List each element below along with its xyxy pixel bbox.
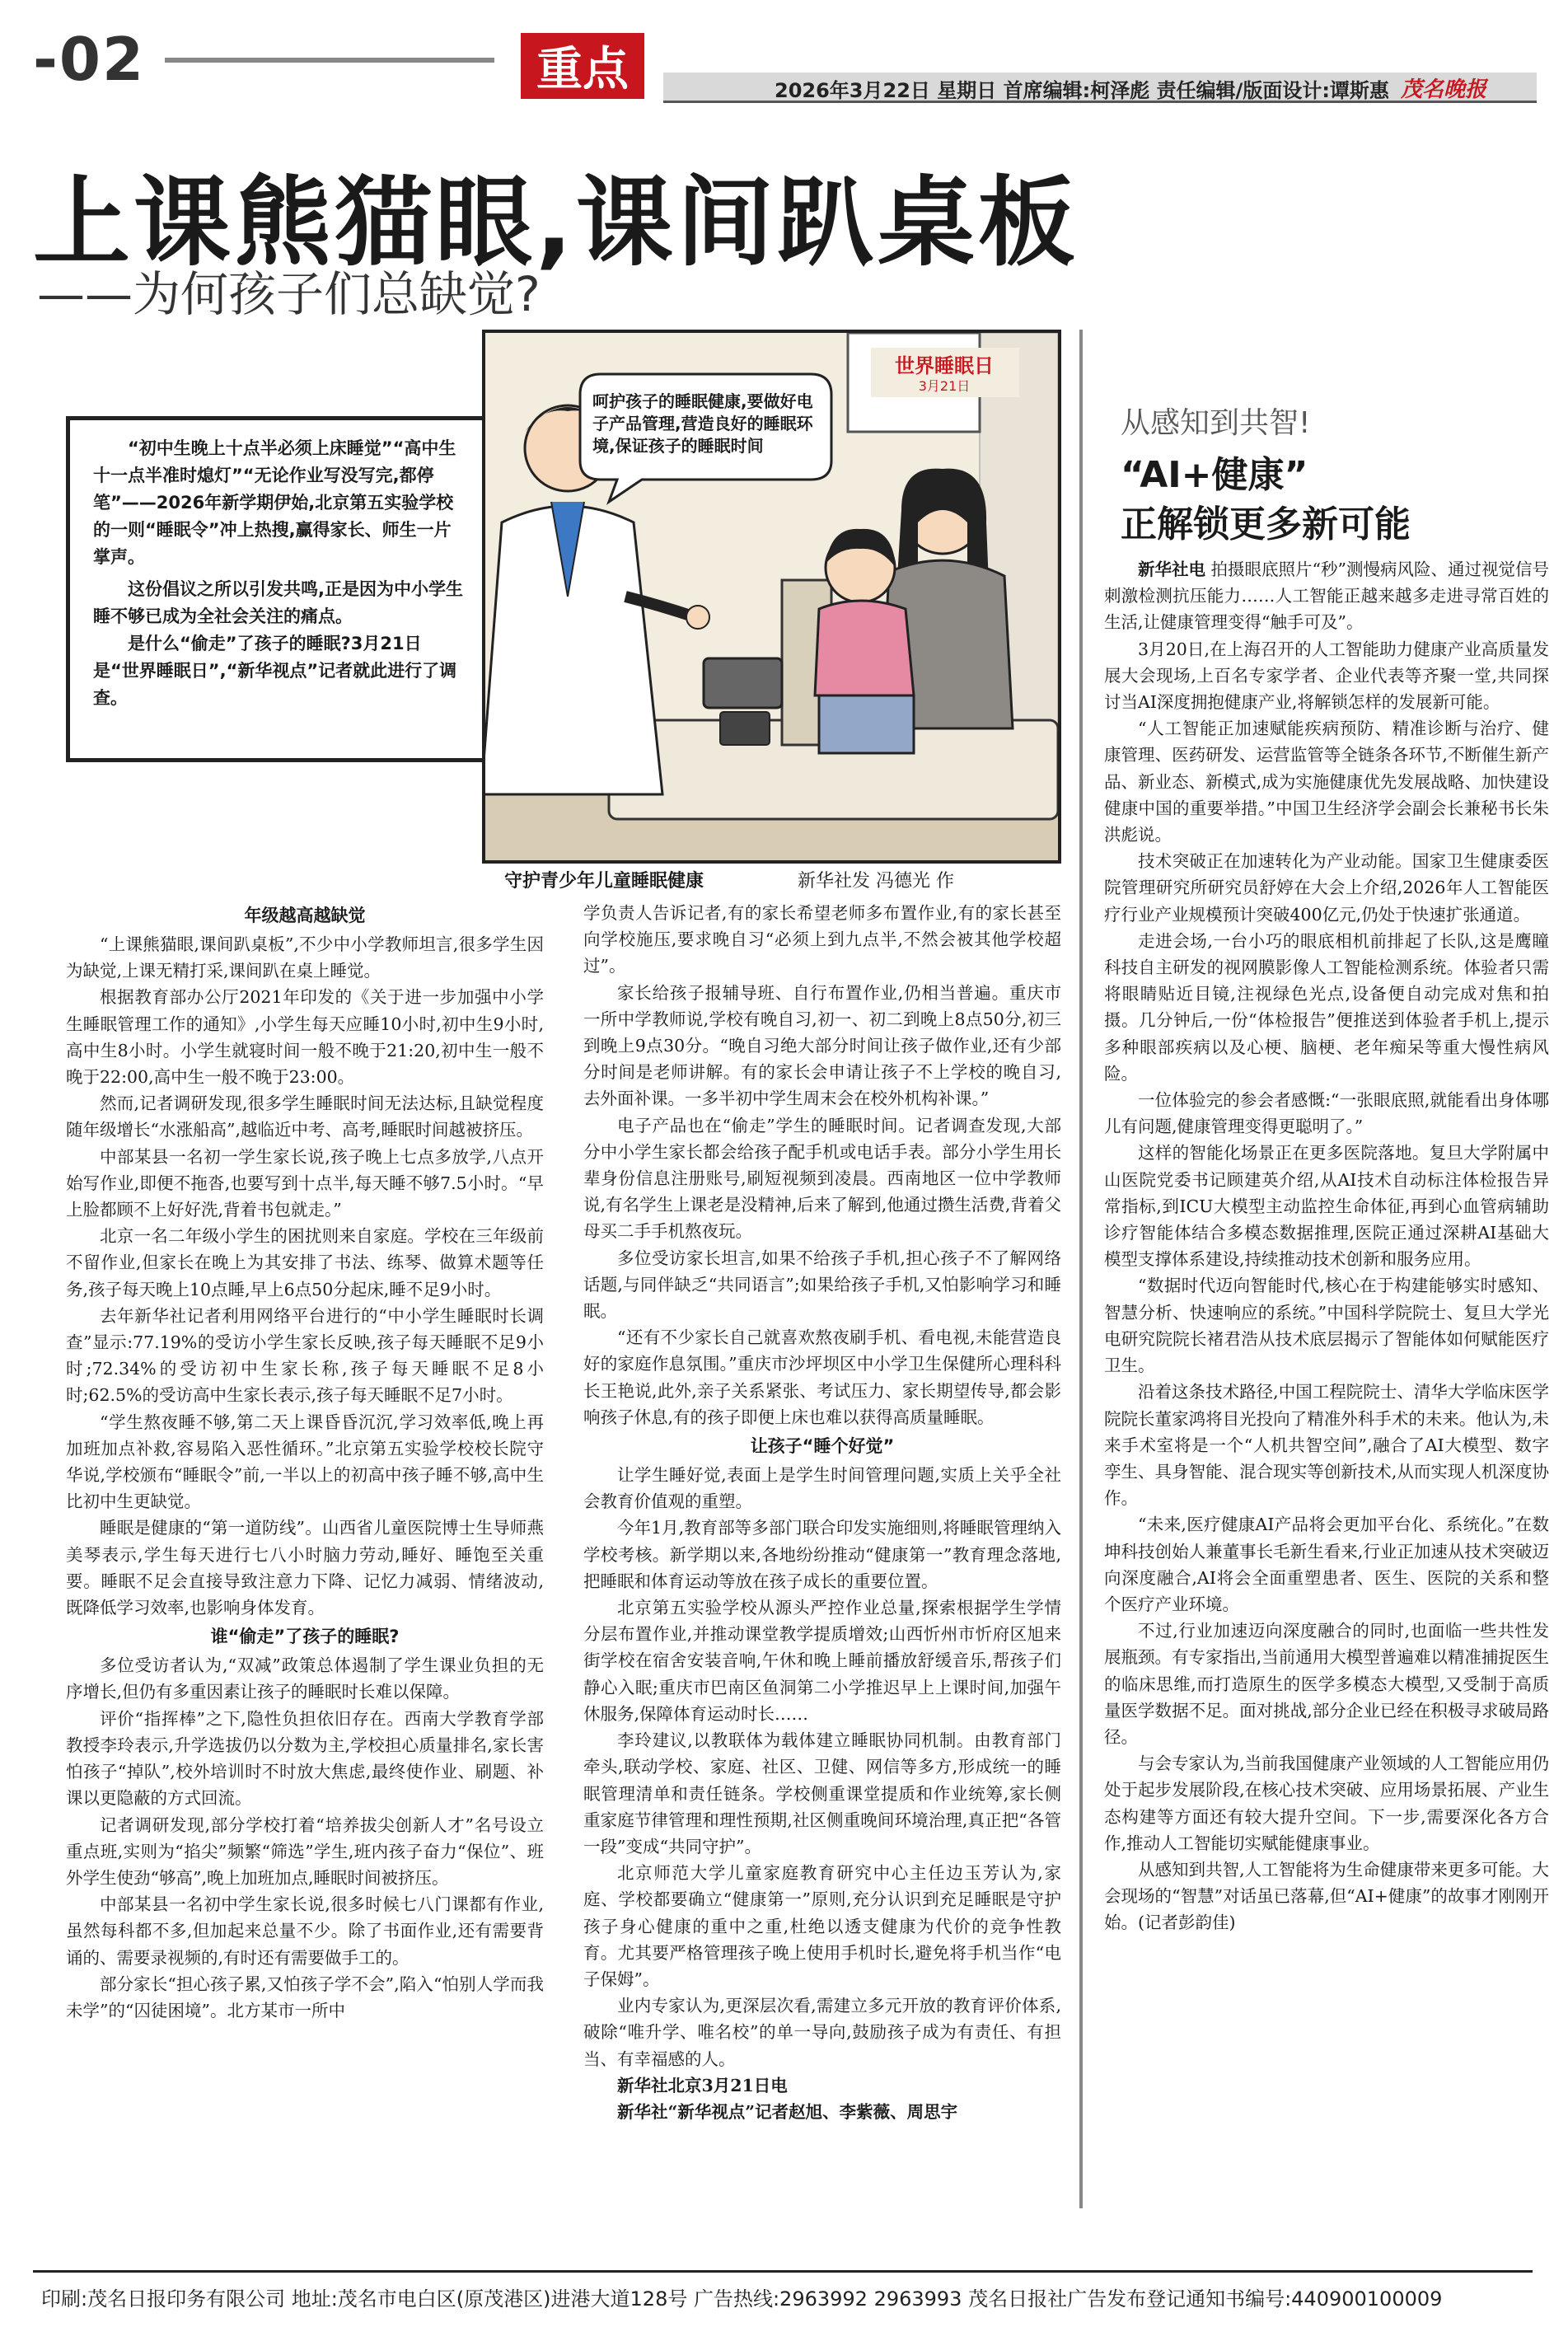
body-paragraph: 电子产品也在“偷走”学生的睡眠时间。记者调查发现,大部分中小学生家长都会给孩子配手机或电话手表。部分小学生用长辈身份信息注册账号,刷短视频到凌晨。西南地区一位中学教师说,有名学生上课老是没精神,后来了解到,他通过攒生活费,背着父母买二手手机熬夜玩。 [583, 1115, 1061, 1242]
lead-paragraph [1104, 556, 1549, 636]
body-paragraph: 根据教育部办公厅2021年印发的《关于进一步加强中小学生睡眠管理工作的通知》,小学生每天应睡10小时,初中生9小时,高中生8小时。小学生就寝时间一般不晚于21:20,初中生一般不晚于22:00,高中生一般不晚于23:00。 [66, 987, 544, 1088]
body-paragraph: 部分家长“担心孩子累,又怕孩子学不会”,陷入“怕别人学而我未学”的“囚徒困境”。北方某市一所中 [66, 1974, 544, 2020]
dateline: 新华社北京3月21日电 [617, 2075, 788, 2095]
body-paragraph: 北京第五实验学校从源头严控作业总量,探索根据学生学情分层布置作业,并推动课堂教学提质增效;山西忻州市忻府区旭来街学校在宿舍安装音响,午休和晚上睡前播放舒缓音乐,帮孩子们静心入眠;重庆市巴南区鱼洞第二小学推迟早上上课时间,加强午休服务,保障体育运动时长…… [583, 1598, 1061, 1724]
body-paragraph: 沿着这条技术路径,中国工程院院士、清华大学临床医学院院长董家鸿将目光投向了精准外科手术的未来。他认为,未来手术室将是一个“人机共智空间”,融合了AI大模型、数字孪生、具身智能、混合现实等创新技术,从而实现人机深度协作。 [1104, 1382, 1549, 1509]
body-paragraph: “还有不少家长自己就喜欢熬夜刷手机、看电视,未能营造良好的家庭作息氛围。”重庆市沙坪坝区中小学卫生保健所心理科科长王艳说,此外,亲子关系紧张、考试压力、家长期望传导,都会影响孩子休息,有的孩子即便上床也难以获得高质量睡眠。 [583, 1327, 1061, 1427]
body-paragraph: 家长给孩子报辅导班、自行布置作业,仍相当普遍。重庆市一所中学教师说,学校有晚自习,初一、初二到晚上8点50分,初三到晚上9点30分。“晚自习绝大部分时间让孩子做作业,还有少部分时间是老师讲解。有的家长会申请让孩子不上学校的晚自习,去外面补课。一多半初中学生周末会在校外机构补课。” [583, 982, 1061, 1109]
body-paragraph: 业内专家认为,更深层次看,需建立多元开放的教育评价体系,破除“唯升学、唯名校”的单一导向,鼓励孩子成为有责任、有担当、有幸福感的人。 [583, 1996, 1061, 2069]
body-paragraph: 让学生睡好觉,表面上是学生时间管理问题,实质上关乎全社会教育价值观的重塑。 [583, 1465, 1061, 1512]
intro-paragraph: 这份倡议之所以引发共鸣,正是因为中小学生睡不够已成为全社会关注的痛点。 [93, 579, 463, 626]
article-column-1 [66, 900, 544, 2024]
section-heading: 年级越高越缺觉 [244, 906, 366, 925]
illustration-caption: 守护青少年儿童睡眠健康 [504, 871, 704, 892]
body-paragraph: “人工智能正加速赋能疾病预防、精准诊断与治疗、健康管理、医药研发、运营监管等全链条各环节,不断催生新产品、新业态、新模式,成为实施健康优先发展战略、加快建设健康中国的重要举措。”中国卫生经济学会副会长兼秘书长朱洪彪说。 [1104, 719, 1549, 845]
body-paragraph: 北京师范大学儿童家庭教育研究中心主任边玉芳认为,家庭、学校都要确立“健康第一”原则,充分认识到充足睡眠是守护孩子身心健康的重中之重,杜绝以透支健康为代价的竞争性教育。尤其要严格管理孩子晚上使用手机时长,避免将手机当作“电子保姆”。 [583, 1863, 1061, 1989]
body-paragraph: “未来,医疗健康AI产品将会更加平台化、系统化。”在数坤科技创始人兼董事长毛新生看来,行业正加速从技术突破迈向深度融合,AI将会全面重塑患者、医生、医院的关系和整个医疗产业环境。 [1104, 1515, 1549, 1614]
page-number: -02 [33, 25, 146, 94]
body-paragraph: 多位受访者认为,“双减”政策总体遏制了学生课业负担的无序增长,但仍有多重因素让孩子的睡眠时长难以保障。 [66, 1655, 544, 1702]
body-paragraph: 今年1月,教育部等多部门联合印发实施细则,将睡眠管理纳入学校考核。新学期以来,各地纷纷推动“健康第一”教育理念落地,把睡眠和体育运动等放在孩子成长的重要位置。 [583, 1518, 1061, 1591]
sleep-day-date: 3月21日 [918, 378, 971, 394]
body-paragraph: 北京一名二年级小学生的困扰则来自家庭。学校在三年级前不留作业,但家长在晚上为其安排了书法、练琴、做算术题等任务,孩子每天晚上10点睡,早上6点50分起床,睡不足9小时。 [66, 1226, 544, 1299]
newspaper-logo: 茂名晚报 [1401, 77, 1487, 102]
body-paragraph: 去年新华社记者利用网络平台进行的“中小学生睡眠时长调查”显示:77.19%的受访小学生家长反映,孩子每天睡眠不足9小时;72.34%的受访初中生家长称,孩子每天睡眠不足8小时;62.5%的受访高中生家长表示,孩子每天睡眠不足7小时。 [66, 1305, 544, 1406]
body-paragraph: 然而,记者调研发现,很多学生睡眠时间无法达标,且缺觉程度随年级增长“水涨船高”,越临近中考、高考,睡眠时间越被挤压。 [66, 1093, 544, 1140]
column-divider [1079, 330, 1083, 2208]
body-paragraph: 学负责人告诉记者,有的家长希望老师多布置作业,有的家长甚至向学校施压,要求晚自习“必须上到九点半,不然会被其他学校超过”。 [583, 903, 1061, 976]
article-column-2 [583, 900, 1061, 2125]
byline: 新华社“新华视点”记者赵旭、李紫薇、周思宇 [617, 2101, 958, 2122]
header-info: 2026年3月22日 星期日 首席编辑:柯泽彪 责任编辑/版面设计:谭斯惠 [775, 79, 1389, 102]
right-article-body [1104, 556, 1549, 1936]
intro-paragraph: “初中生晚上十点半必须上床睡觉”“高中生十一点半准时熄灯”“无论作业写没写完,都停笔”——2026年新学期伊始,北京第五实验学校的一则“睡眠令”冲上热搜,赢得家长、师生一片掌声。 [93, 438, 456, 567]
right-article-title: “AI+健康” [1121, 454, 1308, 496]
illustration-credit: 新华社发 冯德光 作 [798, 871, 954, 892]
body-paragraph: 3月20日,在上海召开的人工智能助力健康产业高质量发展大会现场,上百名专家学者、企业代表等齐聚一堂,共同探讨当AI深度拥抱健康产业,将解锁怎样的发展新可能。 [1104, 639, 1549, 713]
cartoon-illustration [482, 330, 1061, 864]
body-paragraph: 与会专家认为,当前我国健康产业领域的人工智能应用仍处于起步发展阶段,在核心技术突破、应用场景拓展、产业生态构建等方面还有较大提升空间。下一步,需要深化各方合作,推动人工智能切实赋能健康事业。 [1104, 1753, 1549, 1853]
body-paragraph: 记者调研发现,部分学校打着“培养拔尖创新人才”名号设立重点班,实则为“掐尖”频繁“筛选”学生,班内孩子奋力“保位”、班外学生使劲“够高”,晚上加班加点,睡眠时间被挤压。 [66, 1814, 544, 1888]
body-paragraph: 一位体验完的参会者感慨:“一张眼底照,就能看出身体哪儿有问题,健康管理变得更聪明了。” [1104, 1090, 1549, 1137]
section-heading: 谁“偷走”了孩子的睡眠? [210, 1627, 400, 1647]
intro-paragraph: 是什么“偷走”了孩子的睡眠?3月21日是“世界睡眠日”,“新华视点”记者就此进行了调查。 [93, 634, 457, 708]
section-badge: 重点 [521, 33, 644, 99]
lead-text: 拍摄眼底照片“秒”测慢病风险、通过视觉信号刺激检测抗压能力……人工智能正越来越多走进寻常百姓的生活,让健康管理变得“触手可及”。 [1104, 560, 1549, 633]
body-paragraph: 技术突破正在加速转化为产业动能。国家卫生健康委医院管理研究所研究员舒婷在大会上介绍,2026年人工智能医疗行业产业规模预计突破400亿元,仍处于快速扩张通道。 [1104, 851, 1549, 925]
body-paragraph: 李玲建议,以教联体为载体建立睡眠协同机制。由教育部门牵头,联动学校、家庭、社区、卫健、网信等多方,形成统一的睡眠管理清单和责任链条。学校侧重课堂提质和作业统筹,家长侧重家庭节律管理和理性预期,社区侧重晚间环境治理,真正把“各管一段”变成“共同守护”。 [583, 1730, 1061, 1856]
lead-source: 新华社电 [1138, 560, 1205, 579]
footer-rule [33, 2270, 1533, 2273]
intro-box [66, 416, 490, 762]
right-article-kicker: 从感知到共智! [1121, 406, 1311, 440]
body-paragraph: 从感知到共智,人工智能将为生命健康带来更多可能。大会现场的“智慧”对话虽已落幕,但“AI+健康”的故事才刚刚开始。(记者彭韵佳) [1104, 1859, 1549, 1933]
footer-info: 印刷:茂名日报印务有限公司 地址:茂名市电白区(原茂港区)进港大道128号 广告热线:2963992 2963993 茂名日报社广告发布登记通知书编号:440900100009 [41, 2287, 1443, 2311]
body-paragraph: 多位受访家长坦言,如果不给孩子手机,担心孩子不了解网络话题,与同伴缺乏“共同语言”;如果给孩子手机,又怕影响学习和睡眠。 [583, 1248, 1061, 1322]
body-paragraph: 走进会场,一台小巧的眼底相机前排起了长队,这是鹰瞳科技自主研发的视网膜影像人工智能检测系统。体验者只需将眼睛贴近目镜,注视绿色光点,设备便自动完成对焦和拍摄。几分钟后,一份“体检报告”便推送到体验者手机上,提示多种眼部疾病以及心梗、脑梗、老年痴呆等重大慢性病风险。 [1104, 930, 1549, 1084]
body-paragraph: “上课熊猫眼,课间趴桌板”,不少中小学教师坦言,很多学生因为缺觉,上课无精打采,课间趴在桌上睡觉。 [66, 934, 544, 981]
body-paragraph: “学生熬夜睡不够,第二天上课昏昏沉沉,学习效率低,晚上再加班加点补救,容易陷入恶性循环。”北京第五实验学校校长院守华说,学校颁布“睡眠令”前,一半以上的初高中孩子睡不够,高中生比初中生更缺觉。 [66, 1412, 544, 1512]
body-paragraph: 睡眠是健康的“第一道防线”。山西省儿童医院博士生导师燕美琴表示,学生每天进行七八小时脑力劳动,睡好、睡饱至关重要。睡眠不足会直接导致注意力下降、记忆力减弱、情绪波动,既降低学习效率,也影响身体发育。 [66, 1518, 544, 1618]
header-rule-left [165, 58, 494, 63]
sleep-day-banner: 世界睡眠日 [895, 354, 994, 377]
section-heading: 让孩子“睡个好觉” [750, 1436, 895, 1457]
right-article-subtitle: 正解锁更多新可能 [1121, 503, 1411, 545]
subheadline: ——为何孩子们总缺觉? [37, 266, 541, 322]
speech-bubble-text: 呵护孩子的睡眠健康,要做好电子产品管理,营造良好的睡眠环境,保证孩子的睡眠时间 [592, 391, 813, 456]
body-paragraph: “数据时代迈向智能时代,核心在于构建能够实时感知、智慧分析、快速响应的系统。”中国科学院院士、复旦大学光电研究院院长褚君浩从技术底层揭示了智能体如何赋能医疗卫生。 [1104, 1276, 1549, 1376]
headline: 上课熊猫眼,课间趴桌板 [33, 166, 1079, 279]
body-paragraph: 这样的智能化场景正在更多医院落地。复旦大学附属中山医院党委书记顾建英介绍,从AI技术自动标注体检报告异常指标,到ICU大模型主动监控生命体征,再到心血管病辅助诊疗智能体结合多模态数据推理,医院正通过深耕AI基础大模型支撑体系建设,持续推动技术创新和服务应用。 [1104, 1143, 1549, 1270]
body-paragraph: 评价“指挥棒”之下,隐性负担依旧存在。西南大学教育学部教授李玲表示,升学选拔仍以分数为主,学校担心质量排名,家长害怕孩子“掉队”,校外培训时不时放大焦虑,最终使作业、刷题、补课以更隐蔽的方式回流。 [66, 1708, 544, 1809]
body-paragraph: 中部某县一名初一学生家长说,孩子晚上七点多放学,八点开始写作业,即便不拖沓,也要写到十点半,每天睡不够7.5小时。“早上脸都顾不上好好洗,背着书包就走。” [66, 1146, 544, 1220]
body-paragraph: 中部某县一名初中学生家长说,很多时候七八门课都有作业,虽然每科都不多,但加起来总量不少。除了书面作业,还有需要背诵的、需要录视频的,有时还有需要做手工的。 [66, 1894, 544, 1968]
body-paragraph: 不过,行业加速迈向深度融合的同时,也面临一些共性发展瓶颈。有专家指出,当前通用大模型普遍难以精准捕捉医生的临床思维,而打造原生的医学多模态大模型,又受制于高质量医学数据不足。面对挑战,部分企业已经在积极寻求破局路径。 [1104, 1621, 1549, 1747]
